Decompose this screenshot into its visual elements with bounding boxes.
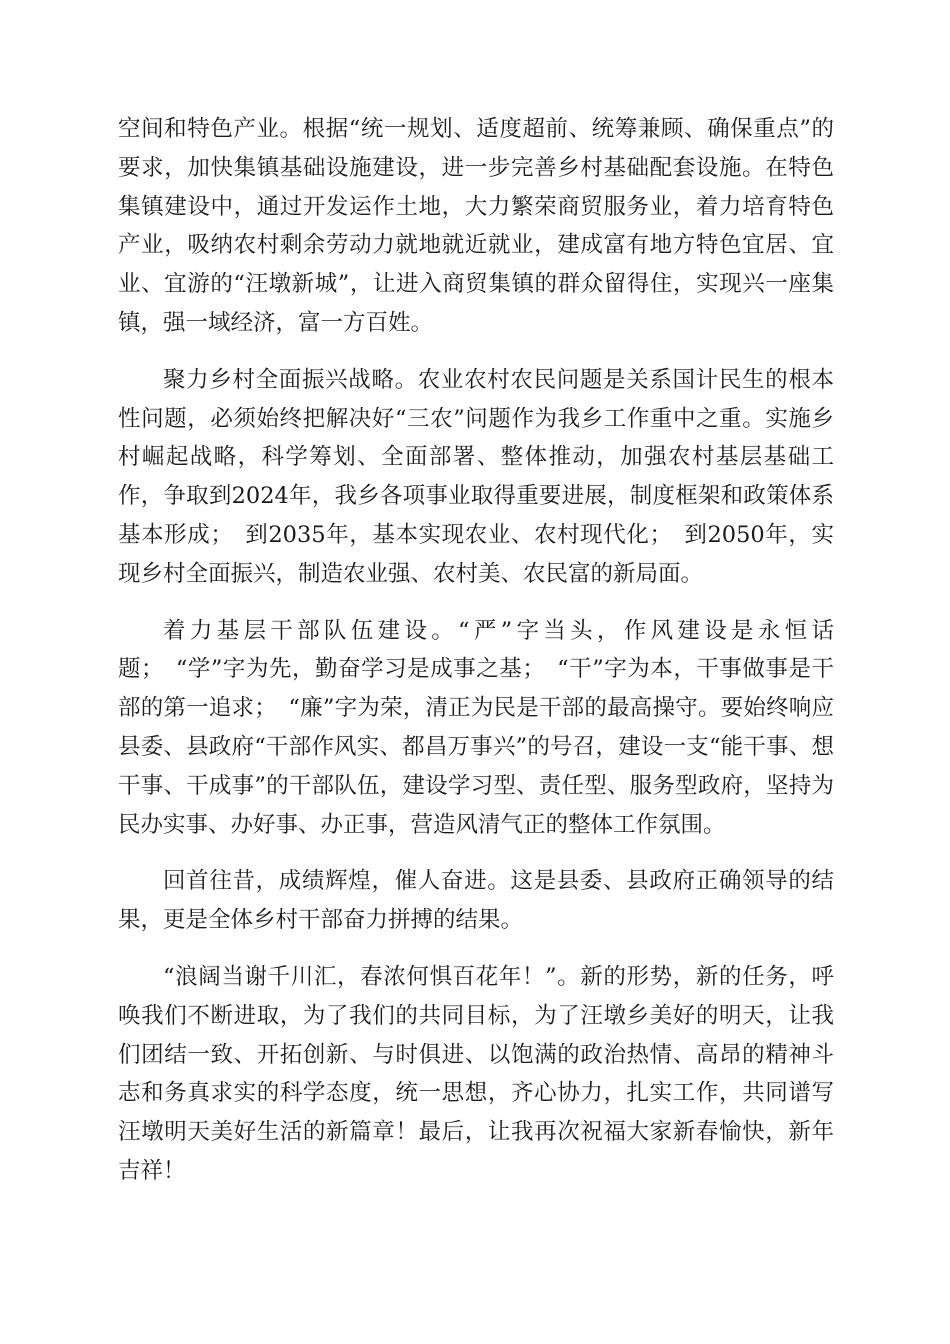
paragraph-rural-revitalization: 聚力乡村全面振兴战略。农业农村农民问题是关系国计民生的根本性问题，必须始终把解决好“三农”问题作为我乡工作重中之重。实施乡村崛起战略，科学筹划、全面部署、整体推动，加强农村基层基础工作，争取到2024年，我乡各项事业取得重要进展，制度框架和政策体系基本形成； 到2035年，基本实现农业、农村现代化； 到2050年，实现乡村全面振兴，制造农业强、农村美、农民富的新局面。 (118, 366, 834, 587)
paragraph-continued-town-construction: 空间和特色产业。根据“统一规划、适度超前、统筹兼顾、确保重点”的要求，加快集镇基础设施建设，进一步完善乡村基础配套设施。在特色集镇建设中，通过开发运作土地，大力繁荣商贸服务业，着力培育特色产业，吸纳农村剩余劳动力就地就近就业，建成富有地方特色宜居、宜业、宜游的“汪墩新城”，让进入商贸集镇的群众留得住，实现兴一座集镇，强一域经济，富一方百姓。 (118, 116, 834, 336)
document-page (118, 110, 834, 1209)
paragraph-review-achievements: 回首往昔，成绩辉煌，催人奋进。这是县委、县政府正确领导的结果，更是全体乡村干部奋力拼搏的结果。 (118, 868, 834, 934)
paragraph-closing-wishes: “浪阔当谢千川汇，春浓何惧百花年！”。新的形势，新的任务，呼唤我们不断进取，为了我们的共同目标，为了汪墩乡美好的明天，让我们团结一致、开拓创新、与时俱进、以饱满的政治热情、高昂的精神斗志和务真求实的科学态度，统一思想，齐心协力，扎实工作，共同谱写汪墩明天美好生活的新篇章！最后，让我再次祝福大家新春愉快，新年吉祥！ (118, 963, 834, 1184)
paragraph-cadre-team-building: 着力基层干部队伍建设。“严”字当头，作风建设是永恒话题； “学”字为先，勤奋学习是成事之基； “干”字为本，干事做事是干部的第一追求； “廉”字为荣，清正为民是干部的最高操守。要始终响应县委、县政府“干部作风实、都昌万事兴”的号召，建设一支“能干事、想干事、干成事”的干部队伍，建设学习型、责任型、服务型政府，坚持为民办实事、办好事、办正事，营造风清气正的整体工作氛围。 (118, 617, 834, 838)
